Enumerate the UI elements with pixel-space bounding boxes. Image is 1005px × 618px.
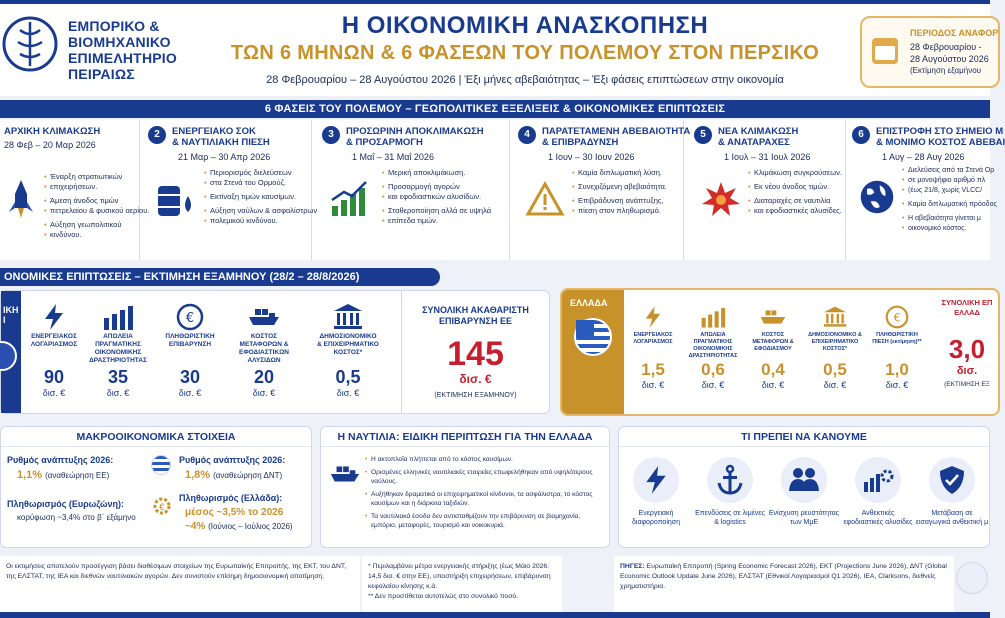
gr-item-fiscal [806, 304, 864, 390]
period-label: ΠΕΡΙΟΔΟΣ ΑΝΑΦΟΡ [910, 28, 999, 38]
footer-note-2: ** Δεν προστίθεται αυτοτελώς στο συνολικό ποσό. [368, 593, 519, 600]
gr-item-unit: δισ. € [823, 380, 847, 390]
greece-side-column [562, 290, 624, 414]
phase-title-line-1: ΠΡΟΣΩΡΙΝΗ ΑΠΟΚΛΙΜΑΚΩΣΗ [346, 126, 484, 137]
bar-chart-icon [102, 304, 134, 330]
gr-item-value: 1,0 [885, 360, 909, 379]
phase-bullet: • κινδύνου. [44, 230, 149, 240]
phase-bullet: • Επιβράδυνση ανάπτυξης, [572, 196, 667, 206]
greece-side-label: ΕΛΛΑΔΑ [570, 298, 608, 308]
todo-panel [618, 426, 990, 548]
shield-icon [939, 465, 965, 495]
org-line-3: ΕΠΙΜΕΛΗΤΗΡΙΟ [68, 50, 177, 66]
phase-bullet: • και εφοδιαστικών αλυσίδων. [382, 192, 491, 202]
svg-text:€: € [159, 503, 165, 513]
phase-title-line-1: ΠΑΡΑΤΕΤΑΜΕΝΗ ΑΒΕΒΑΙΟΤΗΤΑ [542, 126, 691, 137]
eu-item-unit: δισ. € [42, 388, 66, 398]
shipping-bullet: • Τα ναυτιλιακά έσοδα δεν αντισταθμίζουν την επιβάρυνση σε βιομηχανία, εμπόριο, μεταφορές, τουρισμό και νοικοκυριά. [365, 512, 605, 530]
sources-label: ΠΗΓΕΣ: [620, 563, 645, 570]
gr-item-value: 1,5 [641, 360, 665, 379]
phase-6 [852, 120, 1005, 260]
phase-bullet: • Σταθεροποίηση αλλά σε υψηλά [382, 206, 491, 216]
eu-total-label: ΣΥΝΟΛΙΚΗ ΑΚΑΘΑΡΙΣΤΗ ΕΠΙΒΑΡΥΝΣΗ ΕΕ [422, 305, 529, 326]
calendar-icon [872, 38, 898, 64]
period-to: 28 Αυγούστου 2026 [910, 54, 989, 64]
period-note: (Εκτίμηση εξαμήνου [910, 66, 982, 75]
chamber-logo-icon [2, 14, 58, 74]
oil-barrel-icon [154, 178, 196, 220]
eu-item-fiscal [317, 303, 379, 398]
phase-bullets [572, 168, 667, 220]
org-line-1: ΕΜΠΟΡΙΚΟ & [68, 18, 160, 34]
shipping-title: Η ΝΑΥΤΙΛΙΑ: ΕΙΔΙΚΗ ΠΕΡΙΠΤΩΣΗ ΓΙΑ ΤΗΝ ΕΛΛΑΔΑ [321, 427, 609, 447]
shipping-panel [320, 426, 610, 548]
macro-title: ΜΑΚΡΟΟΙΚΟΝΟΜΙΚΑ ΣΤΟΙΧΕΙΑ [1, 427, 311, 447]
eu-total-note: (ΕΚΤΙΜΗΣΗ ΕΞΑΜΗΝΟΥ) [434, 392, 517, 399]
eu-item-label: ΑΠΩΛΕΙΑ ΠΡΑΓΜΑΤΙΚΗΣ ΟΙΚΟΝΟΜΙΚΗΣ ΔΡΑΣΤΗΡΙΟΤΗΤΑΣ [89, 333, 147, 364]
phase-bullet: • (έως 21/8, χωρίς VLCC/ [902, 186, 997, 196]
phase-title [542, 126, 690, 148]
todo-item-label: Ενίσχυση ρευστότητας των ΜμΕ [768, 510, 840, 526]
eu-total-value: 145 [447, 335, 504, 373]
org-line-2: ΒΙΟΜΗΧΑΝΙΚΟ [68, 34, 171, 50]
svg-text:€: € [185, 311, 195, 326]
people-icon [788, 467, 820, 493]
phase-number: 5 [694, 126, 712, 144]
gr-item-label: ΕΝΕΡΓΕΙΑΚΟΣ ΛΟΓΑΡΙΑΣΜΟΣ [633, 332, 673, 345]
phase-bullet: • Εκτίναξη τιμών καυσίμων. [204, 192, 317, 202]
phase-2 [148, 120, 318, 260]
period-box [860, 16, 1000, 88]
bottom-accent-bar [0, 612, 990, 618]
gr-item-label: ΑΠΩΛΕΙΑ ΠΡΑΓΜΑΤΙΚΗΣ ΟΙΚΟΝΟΜΙΚΗΣ ΔΡΑΣΤΗΡΙΟΤΗΤΑΣ [688, 332, 738, 359]
phase-bullet: • σε μονοψήφιο αριθμό πλ [902, 176, 997, 186]
phase-bullet: • Μερική αποκλιμάκωση. [382, 168, 491, 178]
greece-total-note: (ΕΚΤΙΜΗΣΗ ΕΞ [944, 381, 990, 388]
eu-side-column [1, 291, 21, 413]
greece-flag-icon [574, 318, 612, 356]
globe-icon [858, 178, 896, 216]
eu-item-label: ΠΛΗΘΩΡΙΣΤΙΚΗ ΕΠΙΒΑΡΥΝΣΗ [165, 333, 215, 348]
phases-title-bar: 6 ΦΑΣΕΙΣ ΤΟΥ ΠΟΛΕΜΟΥ – ΓΕΩΠΟΛΙΤΙΚΕΣ ΕΞΕΛΙΞΕΙΣ & ΟΙΚΟΝΟΜΙΚΕΣ ΕΠΙΠΤΩΣΕΙΣ [0, 100, 990, 118]
gr-inflation-value: μέσος ~3,5% το 2026 [185, 507, 284, 518]
greece-total [932, 298, 1002, 388]
phase-bullet: • Συνεχιζόμενη αβεβαιότητα. [572, 182, 667, 192]
phase-bullet: • και εφοδιαστικές αλυσίδες. [748, 206, 842, 216]
phase-bullet: • Η αβεβαιότητα γίνεται μ [902, 214, 997, 224]
phase-number: 3 [322, 126, 340, 144]
gr-inflation-peak-note: (Ιούνιος – Ιούλιος 2026) [208, 522, 293, 531]
shipping-bullet: • Ορισμένες ελληνικές ναυτιλιακές εταιρείες επωφελήθηκαν από υψηλότερους ναύλους. [365, 468, 605, 486]
phase-bullet: • Διελεύσεις από τα Στενά Ορ [902, 166, 997, 176]
phase-bullets [748, 168, 842, 220]
phase-bullet: • οικονομικό κόστος. [902, 224, 997, 234]
phase-title-line-2: & ΝΑΥΤΙΛΙΑΚΗ ΠΙΕΣΗ [172, 137, 270, 148]
phase-1 [0, 120, 150, 260]
eu-total-unit: δισ. € [459, 372, 492, 386]
greece-total-label-2: ΕΛΛΑΔ [954, 308, 980, 317]
greece-total-value: 3,0 [948, 334, 986, 364]
todo-title: ΤΙ ΠΡΕΠΕΙ ΝΑ ΚΑΝΟΥΜΕ [619, 427, 989, 447]
warning-icon [524, 178, 566, 220]
todo-item-label: Ενεργειακή διαφοροποίηση [632, 510, 680, 526]
shipping-bullets [365, 455, 605, 534]
eu-growth-value: 1,1% [17, 469, 43, 481]
phase-bullets [902, 166, 997, 238]
phase-dates: 1 Ιουλ – 31 Ιουλ 2026 [724, 152, 811, 162]
greece-flag-icon [151, 455, 171, 475]
phase-title: ΑΡΧΙΚΗ ΚΛΙΜΑΚΩΣΗ [4, 126, 101, 137]
phase-bullet: • στα Στενά του Ορμούζ. [204, 178, 317, 188]
phases-row [0, 120, 1005, 260]
bar-chart-icon [700, 306, 726, 328]
eu-item-label: ΔΗΜΟΣΙΟΝΟΜΙΚΟ & ΕΠΙΧΕΙΡΗΜΑΤΙΚΟ ΚΟΣΤΟΣ* [317, 333, 379, 356]
gr-item-unit: δισ. € [641, 380, 665, 390]
phase-5 [694, 120, 846, 260]
todo-item-ports [693, 457, 767, 527]
eu-inflation-value: κορύφωση ~3,4% στο β΄ εξάμηνο [17, 513, 136, 522]
bolt-icon [644, 466, 668, 494]
greece-total-unit: δισ. [956, 365, 978, 377]
phase-bullet: • Διαταραχές σε ναυτιλία [748, 196, 842, 206]
inflation-gear-icon [151, 495, 173, 517]
cargo-ship-icon [759, 307, 787, 327]
eu-item-value: 20 [253, 367, 275, 387]
phase-number: 6 [852, 126, 870, 144]
eu-item-value: 30 [179, 367, 201, 387]
government-building-icon [823, 306, 847, 328]
phase-bullet: • επίπεδα τιμών. [382, 216, 491, 226]
phase-3 [322, 120, 510, 260]
phase-title [718, 126, 798, 148]
eu-growth [17, 469, 109, 481]
shipping-bullet: • Η ακτοπλοΐα πλήττεται από το κόστος καυσίμων. [365, 455, 605, 464]
cargo-ship-icon [247, 305, 281, 329]
phase-bullet: • Έναρξη στρατιωτικών [44, 172, 149, 182]
phase-bullet: • Αύξηση ναύλων & ασφαλίστρων [204, 206, 317, 216]
chart-badge-icon [956, 562, 988, 594]
phase-title-line-1: ΕΝΕΡΓΕΙΑΚΟ ΣΟΚ [172, 126, 256, 137]
sources-text: Ευρωπαϊκή Επιτροπή (Spring Economic Forecast 2026), ΕΚΤ (Projections June 2026), ΔΝΤ (Global Economic Outlook Update June 2026), ΕΛΣΤΑΤ (Εθνικοί Λογαριασμοί Q1 2026), IEA, Clarksons, διεθνείς χρηματιστήρια. [620, 563, 947, 590]
phase-title-line-1: ΕΠΙΣΤΡΟΦΗ ΣΤΟ ΣΗΜΕΙΟ Μ [876, 126, 1004, 137]
eu-side-label: ΙΚΗ Ι [3, 305, 19, 325]
gr-inflation-label: Πληθωρισμός (Ελλάδα): [179, 493, 283, 503]
greece-impacts-panel [560, 288, 1000, 416]
explosion-icon [700, 178, 742, 220]
svg-text:€: € [893, 311, 901, 325]
phase-title-line-1: ΝΕΑ ΚΛΙΜΑΚΩΣΗ [718, 126, 799, 137]
eu-growth-label: Ρυθμός ανάπτυξης 2026: [7, 455, 114, 465]
eu-item-unit: δισ. € [336, 388, 360, 398]
bolt-icon [43, 304, 65, 330]
period-from: 28 Φεβρουαρίου - [910, 42, 982, 52]
greece-total-label: ΣΥΝΟΛΙΚΗ ΕΠ [941, 298, 993, 307]
phase-bullet: • πετρελαίου & φυσικού αερίου. [44, 206, 149, 216]
phase-bullet: • επιχειρήσεων. [44, 182, 149, 192]
phase-title-line-2: & ΑΝΑΤΑΡΑΧΕΣ [718, 137, 790, 148]
todo-item-transition [915, 457, 989, 527]
growth-chart-icon [328, 178, 370, 220]
phase-bullet: • Άμεση άνοδος τιμών [44, 196, 149, 206]
gr-item-activity-loss [684, 304, 742, 390]
phase-title-line-2: & ΠΡΟΣΑΡΜΟΓΗ [346, 137, 423, 148]
todo-item-label: Ανθεκτικές εφοδιαστικές αλυσίδες [843, 510, 913, 526]
eu-item-value: 0,5 [335, 367, 361, 387]
eu-impacts-title-bar: ΟΝΟΜΙΚΕΣ ΕΠΙΠΤΩΣΕΙΣ – ΕΚΤΙΜΗΣΗ ΕΞΑΜΗΝΟΥ (28/2 – 28/8/2026) [0, 268, 440, 286]
header [0, 4, 999, 96]
cargo-ship-icon [329, 461, 361, 487]
phase-bullets [44, 172, 149, 244]
eu-impacts-panel [0, 290, 550, 414]
footer-note-1: * Περιλαμβάνει μέτρα ενεργειακής στήριξης (έως Μάιο 2026: 14,5 δισ. € στην ΕΕ), υποστήριξη επιχειρήσεων, επιβάρυνση κεφαλαίου κίνησης κ.ά. [368, 563, 551, 590]
eu-item-label: ΕΝΕΡΓΕΙΑΚΟΣ ΛΟΓΑΡΙΑΣΜΟΣ [30, 333, 78, 348]
gr-item-transport [744, 304, 802, 390]
government-building-icon [333, 304, 363, 330]
todo-item-label: Επενδύσεις σε λιμένες & logistics [695, 510, 765, 526]
eu-item-transport [233, 303, 295, 398]
gr-item-value: 0,5 [823, 360, 847, 379]
phase-bullet: • Καμία διπλωματική λύση. [572, 168, 667, 178]
eu-item-label: ΚΟΣΤΟΣ ΜΕΤΑΦΟΡΩΝ & ΕΦΟΔΙΑΣΤΙΚΩΝ ΑΛΥΣΙΔΩΝ [238, 333, 289, 364]
gr-growth-note: (αναθεώρηση ΔΝΤ) [213, 471, 283, 480]
gr-item-unit: δισ. € [885, 380, 909, 390]
phase-title-line-2: & ΕΠΙΒΡΑΔΥΝΣΗ [542, 137, 619, 148]
eu-item-energy [23, 303, 85, 398]
rocket-icon [0, 178, 42, 220]
gr-item-inflation [868, 304, 926, 390]
gr-item-label: ΚΟΣΤΟΣ ΜΕΤΑΦΟΡΩΝ & ΕΦΟΔΙΑΣΜΟΥ [752, 332, 794, 352]
bolt-icon [644, 306, 662, 328]
shipping-bullet: • Αυξήθηκαν δραματικά οι επιχειρηματικοί κίνδυνοι, τα ασφάλιστρα, το κόστος καυσίμων και η διάρκεια ταξιδιών. [365, 490, 605, 508]
gr-item-unit: δισ. € [761, 380, 785, 390]
phase-bullet: • Προσαρμογή αγορών [382, 182, 491, 192]
gr-item-value: 0,4 [761, 360, 785, 379]
phase-bullet: • Περιορισμός διελεύσεων [204, 168, 317, 178]
todo-item-energy [619, 457, 693, 527]
eu-item-inflation [159, 303, 221, 398]
eu-item-value: 90 [43, 367, 65, 387]
gr-item-label: ΠΛΗΘΩΡΙΣΤΙΚΗ ΠΙΕΣΗ (εκτίμηση)** [872, 332, 922, 345]
phase-title-line-2: & ΜΟΝΙΜΟ ΚΟΣΤΟΣ ΑΒΕΒΑΙ [876, 137, 1005, 148]
gr-item-value: 0,6 [701, 360, 725, 379]
todo-item-liquidity [767, 457, 841, 527]
gr-inflation-peak [185, 521, 293, 532]
eu-flag-icon [0, 341, 17, 371]
footer-notes [362, 556, 562, 612]
phase-bullet: • Αύξηση γεωπολιτικού [44, 220, 149, 230]
phase-dates: 1 Ιουν – 30 Ιουν 2026 [548, 152, 635, 162]
gr-growth-value: 1,8% [185, 469, 211, 481]
eu-item-unit: δισ. € [252, 388, 276, 398]
phase-dates: 21 Μαρ – 30 Απρ 2026 [178, 152, 271, 162]
phase-title [346, 126, 484, 148]
gr-item-energy [624, 304, 682, 390]
gr-growth-label: Ρυθμός ανάπτυξης 2026: [179, 455, 286, 465]
chart-gear-icon [862, 466, 894, 494]
org-line-4: ΠΕΙΡΑΙΩΣ [68, 66, 135, 82]
gr-growth [185, 469, 282, 481]
gr-item-unit: δισ. € [701, 380, 725, 390]
anchor-icon [716, 465, 744, 495]
phase-dates: 28 Φεβ – 20 Μαρ 2026 [4, 140, 96, 150]
phase-bullets [204, 168, 317, 230]
main-title: Η ΟΙΚΟΝΟΜΙΚΗ ΑΝΑΣΚΟΠΗΣΗ [341, 12, 709, 39]
phase-bullet: • πίεση στον πληθωρισμό. [572, 206, 667, 216]
gr-inflation-peak-value: ~4% [185, 521, 206, 532]
gr-item-label: ΔΗΜΟΣΙΟΝΟΜΙΚΟ & ΕΠΙΧΕΙΡΗΜΑΤΙΚΟ ΚΟΣΤΟΣ* [808, 332, 862, 352]
phase-bullet: • πολεμικού κινδύνου. [204, 216, 317, 226]
phase-dates: 1 Αυγ – 28 Αυγ 2026 [882, 152, 965, 162]
macro-panel [0, 426, 312, 548]
eu-item-activity-loss [87, 303, 149, 398]
phase-title [876, 126, 1005, 148]
phase-bullet: • Καμία διπλωματική πρόοδος [902, 200, 997, 210]
euro-icon [176, 303, 204, 331]
euro-icon [885, 305, 909, 329]
phase-bullets [382, 168, 491, 230]
eu-item-unit: δισ. € [106, 388, 130, 398]
eu-growth-note: (αναθεώρηση ΕΕ) [45, 471, 110, 480]
todo-item-label: Μετάβαση σε εισαγωγικά ανθεκτική μ [915, 510, 989, 526]
phase-number: 2 [148, 126, 166, 144]
phase-4 [518, 120, 691, 260]
organization-name [68, 18, 198, 82]
phase-bullet: • Κλιμάκωση συγκρούσεων. [748, 168, 842, 178]
main-subtitle-gold: ΤΩΝ 6 ΜΗΝΩΝ & 6 ΦΑΣΕΩΝ ΤΟΥ ΠΟΛΕΜΟΥ ΣΤΟΝ ΠΕΡΣΙΚΟ [230, 42, 820, 64]
date-subtitle: 28 Φεβρουαρίου – 28 Αυγούστου 2026 | Έξι μήνες αβεβαιότητας – Έξι φάσεις επιπτώσεων στην οικονομία [266, 74, 784, 86]
phase-title [172, 126, 270, 148]
phase-dates: 1 Μαΐ – 31 Μαΐ 2026 [352, 152, 434, 162]
todo-item-supply-chains [841, 457, 915, 527]
eu-inflation-label: Πληθωρισμός (Ευρωζώνη): [7, 499, 125, 509]
phase-bullet: • Εκ νέου άνοδος τιμών. [748, 182, 842, 192]
footer-disclaimer: Οι εκτιμήσεις αποτελούν προσέγγιση βάσει διαθέσιμων στοιχείων της Ευρωπαϊκής Επιτροπής, της ΕΚΤ, του ΔΝΤ, της ΕΛΣΤΑΤ, της IEA και διεθνών ναυτιλιακών αγορών. Δεν συνιστούν επίσημη δημοσιονομική αποτίμηση. [0, 556, 360, 612]
phase-number: 4 [518, 126, 536, 144]
footer-sources [614, 556, 954, 612]
eu-total [401, 291, 549, 413]
eu-item-unit: δισ. € [178, 388, 202, 398]
eu-item-value: 35 [107, 367, 129, 387]
